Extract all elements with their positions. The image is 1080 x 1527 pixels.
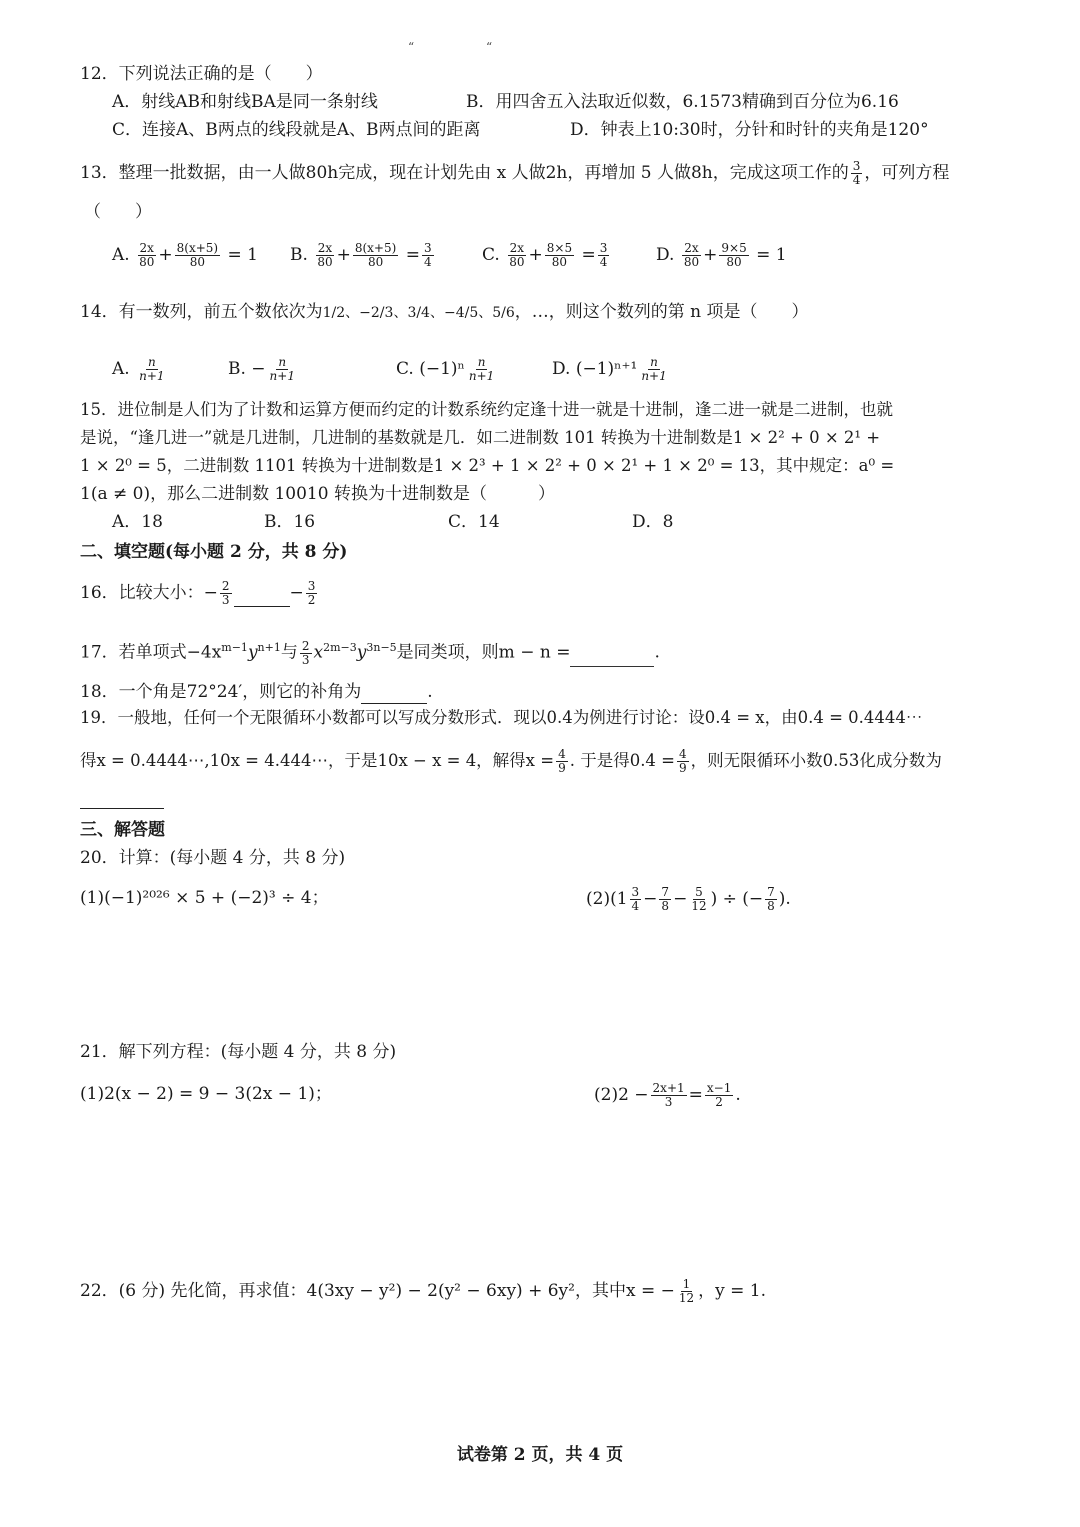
denominator: 9 [558, 761, 566, 775]
denominator: 4 [599, 255, 608, 269]
q22-text: ，y = 1. [698, 1281, 767, 1301]
fraction [630, 886, 642, 913]
denominator: 80 [683, 255, 700, 269]
q15-option-c: C．14 [448, 512, 500, 532]
variable: y [247, 642, 258, 663]
variable: x [313, 642, 324, 663]
numerator: 2x [509, 241, 525, 255]
exponent: 2m−3 [323, 641, 357, 654]
fraction [689, 886, 708, 913]
q19-text: ，则无限循环小数0.5̇3̇化成分数为 [690, 751, 942, 770]
operator: + [703, 245, 718, 265]
q22-text: 22．(6 分) 先化简，再求值：4(3xy − y²) − 2(y² − 6xy) + 6y²，其中x = − [80, 1281, 675, 1301]
q19-line-1: 19．一般地，任何一个无限循环小数都可以写成分数形式．现以0.4̇为例进行讨论：设0.4̇ = x，由0.4̇ = 0.4444⋯ [80, 708, 923, 727]
period: . [735, 1085, 741, 1105]
q21-part-2 [594, 1082, 741, 1109]
q22 [80, 1278, 766, 1305]
denominator: 80 [189, 255, 205, 269]
period: . [427, 682, 433, 702]
denominator: 80 [726, 255, 742, 269]
denominator: 3 [301, 652, 310, 667]
q12-option-a: A．射线AB和射线BA是同一条射线 [112, 92, 378, 112]
numerator: 1 [682, 1277, 691, 1291]
numerator: 3 [599, 241, 608, 255]
fraction [220, 580, 232, 607]
equals: = [405, 245, 420, 265]
numerator: 9×5 [721, 241, 747, 255]
denominator: 4 [852, 173, 861, 187]
q20-text: (2)(1 [586, 889, 628, 909]
option-label: A. [112, 245, 130, 265]
q17-text: 17．若单项式−4x [80, 642, 222, 663]
numerator: 2x [684, 241, 699, 255]
option-label: A. [112, 359, 130, 379]
q14-option-a [112, 356, 169, 383]
numerator: 4 [679, 747, 687, 761]
denominator: n+1 [641, 369, 667, 383]
q18 [80, 680, 433, 704]
operator: − [643, 889, 658, 909]
exponent: m−1 [221, 641, 248, 654]
fraction [268, 356, 297, 383]
operator: + [158, 245, 173, 265]
denominator: 9 [679, 761, 687, 775]
q14-stem-text: 14．有一数列，前五个数依次为 [80, 302, 323, 322]
equals: = [581, 245, 596, 265]
q15-line-2: 是说，“逢几进一”就是几进制，几进制的基数就是几．如二进制数 101 转换为十进制数是1 × 2² + 0 × 2¹ + [80, 428, 881, 447]
denominator: 80 [509, 255, 525, 269]
numerator: 5 [695, 885, 703, 899]
operator: + [336, 245, 351, 265]
top-mark-left: “ [408, 40, 415, 54]
numerator: n [650, 355, 658, 369]
operator: + [528, 245, 543, 265]
numerator: 3 [423, 241, 432, 255]
fraction [677, 748, 689, 775]
q21-part-1: (1)2(x − 2) = 9 − 3(2x − 1)； [80, 1084, 332, 1104]
numerator: 8(x+5) [176, 241, 219, 255]
term: 1/2 [322, 305, 346, 321]
q12-option-b: B．用四舍五入法取近似数，6.1573精确到百分位为6.16 [466, 92, 899, 112]
denominator: 80 [317, 255, 333, 269]
numerator: 7 [661, 885, 670, 899]
q13-stem [80, 160, 949, 187]
fraction [467, 356, 496, 383]
fraction [682, 242, 701, 269]
q13-option-d [656, 242, 787, 269]
denominator: 80 [139, 255, 155, 269]
fraction [545, 242, 574, 269]
q12-stem: 12．下列说法正确的是（ ） [80, 64, 323, 84]
variable: y [356, 642, 367, 663]
q20-part-1: (1)(−1)²⁰²⁶ × 5 + (−2)³ ÷ 4； [80, 888, 329, 908]
option-label: B. [290, 245, 308, 265]
period: . [654, 642, 660, 663]
numerator: 2 [221, 579, 230, 593]
fraction [353, 242, 398, 269]
top-mark-right: “ [486, 40, 493, 54]
answer-blank[interactable] [234, 606, 290, 607]
option-label: D. (−1)ⁿ⁺¹ [552, 359, 638, 379]
numerator: 8(x+5) [354, 241, 397, 255]
rhs: = 1 [756, 245, 787, 265]
numerator: 2x [139, 241, 154, 255]
answer-blank[interactable] [570, 666, 654, 667]
numerator: 2x+1 [652, 1081, 685, 1095]
q15-line-1: 15．进位制是人们为了计数和运算方便而约定的计数系统约定逢十进一就是十进制，逢二进一就是二进制，也就 [80, 400, 893, 419]
q20-stem: 20．计算：(每小题 4 分，共 8 分) [80, 848, 346, 868]
section-3-heading: 三、解答题 [80, 820, 165, 840]
fraction [306, 580, 318, 607]
exponent: 3n−5 [366, 641, 397, 654]
fraction [137, 356, 166, 383]
answer-blank[interactable] [361, 703, 427, 704]
q19-text: . 于是得0.4̇ = [569, 751, 676, 770]
q17-text: 与 [280, 642, 298, 663]
q14-terms: 1/2、−2/3、3/4、−4/5、5/6 [322, 305, 515, 321]
fraction [651, 1082, 687, 1109]
term: 3/4 [407, 305, 430, 321]
denominator: 3 [664, 1095, 673, 1109]
q21-stem: 21．解下列方程：(每小题 4 分，共 8 分) [80, 1042, 397, 1062]
numerator: 8×5 [546, 241, 573, 255]
q15-line-3: 1 × 2⁰ = 5，二进制数 1101 转换为十进制数是1 × 2³ + 1 × 2² + 0 × 2¹ + 1 × 2⁰ = 13，其中规定：a⁰ = [80, 456, 895, 475]
q13-option-a [112, 242, 258, 269]
equals: = [688, 1085, 703, 1105]
denominator: 80 [551, 255, 568, 269]
fraction [556, 748, 568, 775]
numerator: 2 [301, 638, 310, 653]
fraction [719, 242, 748, 269]
q14-option-d [552, 356, 671, 383]
term: 5/6 [492, 305, 515, 321]
q13-option-c [482, 242, 611, 269]
denominator: n+1 [269, 369, 295, 383]
denominator: n+1 [468, 369, 495, 383]
fraction [315, 242, 334, 269]
denominator: 4 [631, 899, 640, 913]
denominator: 2 [307, 593, 316, 607]
minus-sign: − [289, 583, 304, 603]
numerator: 2x [317, 241, 333, 255]
denominator: 12 [678, 1291, 695, 1305]
numerator: 7 [767, 885, 775, 899]
denominator: n+1 [139, 369, 165, 383]
numerator: 3 [852, 159, 861, 173]
q13-stem-tail: ，可列方程 [864, 163, 950, 183]
denominator: 4 [423, 255, 432, 269]
q13-answer-paren: （ ） [84, 202, 152, 222]
q13-stem-text: 13．整理一批数据，由一人做80h完成，现在计划先由 x 人做2h，再增加 5 人做8h，完成这项工作的 [80, 163, 849, 183]
option-label: D. [656, 245, 675, 265]
q14-option-b [228, 356, 299, 383]
numerator: 4 [558, 747, 566, 761]
denominator: 80 [367, 255, 384, 269]
q18-text: 18．一个角是72°24′，则它的补角为 [80, 682, 362, 702]
fraction [137, 242, 156, 269]
q19-text: 得x = 0.4444⋯,10x = 4.444⋯，于是10x − x = 4，解得x = [80, 751, 555, 770]
numerator: 3 [631, 885, 640, 899]
q20-text: ). [778, 889, 791, 909]
denominator: 8 [661, 899, 670, 913]
denominator: 12 [691, 899, 707, 913]
section-2-heading: 二、填空题(每小题 2 分，共 8 分) [80, 542, 348, 562]
q21-text: (2)2 − [594, 1085, 649, 1105]
q15-line-4: 1(a ≠ 0)，那么二进制数 10010 转换为十进制数是（ ） [80, 484, 555, 504]
q17 [80, 636, 660, 667]
numerator: 3 [307, 579, 316, 593]
fraction [598, 242, 610, 269]
q14-option-c [396, 356, 498, 383]
q20-part-2 [586, 886, 791, 913]
q17-text: 是同类项，则m − n = [396, 642, 571, 663]
operator: ) ÷ (− [710, 889, 764, 909]
fraction [507, 242, 526, 269]
q19-line-2 [80, 748, 942, 775]
numerator: n [147, 355, 156, 369]
page-footer: 试卷第 2 页，共 4 页 [456, 1445, 624, 1465]
fraction [639, 356, 668, 383]
q15-option-b: B．16 [264, 512, 316, 532]
q12-option-c: C．连接A、B两点的线段就是A、B两点间的距离 [112, 120, 481, 140]
fraction [175, 242, 220, 269]
denominator: 2 [715, 1095, 723, 1109]
numerator: n [477, 355, 486, 369]
term: −4/5 [443, 305, 479, 321]
q14-stem [80, 300, 809, 325]
q13-fraction [851, 160, 863, 187]
rhs: = 1 [227, 245, 258, 265]
fraction [765, 886, 777, 913]
denominator: 8 [767, 899, 775, 913]
exponent: n+1 [257, 641, 281, 654]
fraction [659, 886, 671, 913]
operator: − [673, 889, 688, 909]
option-label: B. − [228, 359, 266, 379]
q15-option-a: A．18 [112, 512, 163, 532]
q14-stem-tail: ，…，则这个数列的第 n 项是（ ） [514, 302, 809, 322]
q15-option-d: D．8 [632, 512, 674, 532]
option-label: C. (−1)ⁿ [396, 359, 465, 379]
term: −2/3 [359, 305, 394, 321]
fraction [705, 1082, 733, 1109]
numerator: x−1 [706, 1081, 732, 1095]
numerator: n [278, 355, 287, 369]
q16 [80, 580, 319, 607]
q16-stem: 16．比较大小：− [80, 583, 218, 603]
q13-option-b [290, 242, 436, 269]
denominator: 3 [221, 593, 230, 607]
option-label: C. [482, 245, 500, 265]
fraction [300, 640, 312, 667]
q12-option-d: D．钟表上10:30时，分针和时针的夹角是120° [570, 120, 929, 140]
q19-answer-blank[interactable] [80, 808, 164, 809]
fraction [677, 1278, 696, 1305]
fraction [422, 242, 434, 269]
